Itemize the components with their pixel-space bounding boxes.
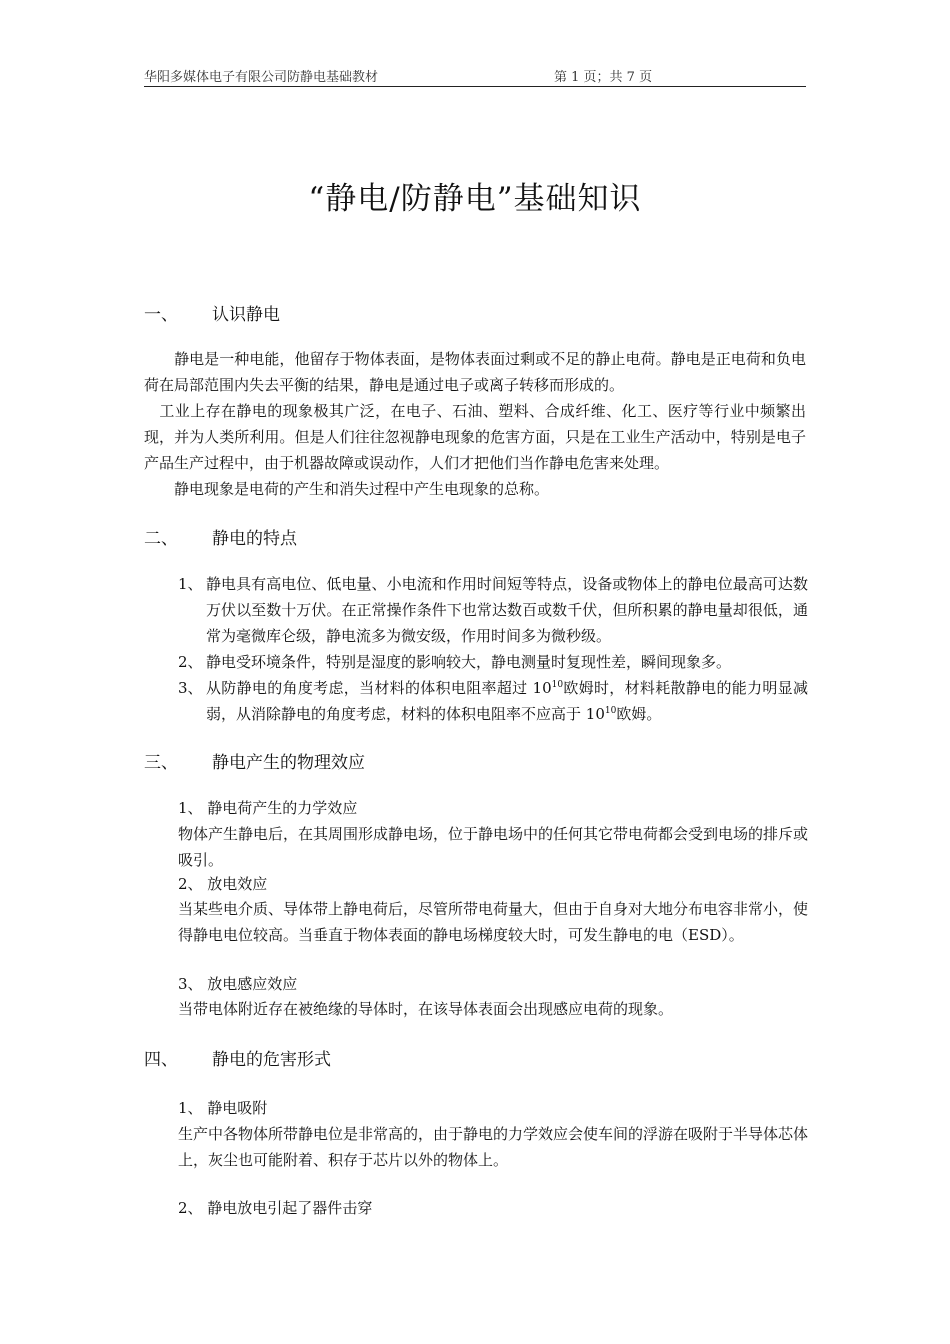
subheading: 2、 放电效应	[178, 875, 268, 893]
list-item	[178, 649, 808, 675]
page-header	[144, 64, 806, 87]
list-item-number: 1、	[178, 575, 203, 593]
list-item-text: 静电具有高电位、低电量、小电流和作用时间短等特点，设备或物体上的静电位最高可达数万伏以至数十万伏。在正常操作条件下也常达数百或数千伏，但所积累的静电量却很低，通常为毫微库仑级，静电流多为微安级，作用时间多为微秒级。	[206, 575, 808, 645]
section-title: 静电的特点	[212, 529, 297, 549]
list-item	[178, 571, 808, 649]
exponent: 10	[604, 706, 617, 716]
header-page-number: 第 1 页；共 7 页	[554, 70, 653, 85]
paragraph: 静电现象是电荷的产生和消失过程中产生电现象的总称。	[144, 480, 550, 498]
paragraph: 当带电体附近存在被绝缘的导体时，在该导体表面会出现感应电荷的现象。	[178, 1000, 674, 1018]
section-title: 认识静电	[212, 305, 280, 325]
section-number: 三、	[144, 753, 178, 773]
section-title: 静电产生的物理效应	[212, 753, 365, 773]
section-number: 四、	[144, 1050, 178, 1070]
subheading: 2、 静电放电引起了器件击穿	[178, 1199, 373, 1217]
section-heading-4	[144, 1045, 331, 1070]
header-document-name: 华阳多媒体电子有限公司防静电基础教材	[144, 70, 379, 85]
paragraph: 生产中各物体所带静电位是非常高的，由于静电的力学效应会使车间的浮游在吸附于半导体芯体上，灰尘也可能附着、积存于芯片以外的物体上。	[178, 1125, 809, 1169]
section-number: 二、	[144, 529, 178, 549]
paragraph: 物体产生静电后，在其周围形成静电场，位于静电场中的任何其它带电荷都会受到电场的排斥或吸引。	[178, 825, 809, 869]
paragraph: 工业上存在静电的现象极其广泛，在电子、石油、塑料、合成纤维、化工、医疗等行业中频繁出现，并为人类所利用。但是人们往往忽视静电现象的危害方面，只是在工业生产活动中，特别是电子产品生产过程中，由于机器故障或误动作，人们才把他们当作静电危害来处理。	[144, 402, 806, 472]
list-item-text: 静电受环境条件，特别是湿度的影响较大，静电测量时复现性差，瞬间现象多。	[206, 653, 732, 671]
section-title: 静电的危害形式	[212, 1050, 331, 1070]
exponent: 10	[551, 680, 564, 690]
list-item	[178, 675, 808, 727]
section-heading-2	[144, 524, 297, 549]
section-number: 一、	[144, 305, 178, 325]
list-item-number: 2、	[178, 653, 203, 671]
paragraph: 当某些电介质、导体带上静电荷后，尽管所带电荷量大，但由于自身对大地分布电容非常小，使得静电电位较高。当垂直于物体表面的静电场梯度较大时，可发生静电的电（ESD）。	[178, 900, 809, 944]
section-heading-1	[144, 300, 280, 325]
section-heading-3	[144, 748, 365, 773]
document-title: “静电/防静电”基础知识	[308, 181, 642, 217]
paragraph: 静电是一种电能，他留存于物体表面，是物体表面过剩或不足的静止电荷。静电是正电荷和负电荷在局部范围内失去平衡的结果，静电是通过电子或离子转移而形成的。	[144, 350, 806, 394]
list-item-text: 从防静电的角度考虑，当材料的体积电阻率超过 $10^{10}$欧姆时，材料耗散静电的能力明显减弱，从消除静电的角度考虑，材料的体积电阻率不应高于 $10^{10}$欧姆。	[206, 679, 808, 723]
subheading: 3、 放电感应效应	[178, 975, 298, 993]
subheading: 1、 静电荷产生的力学效应	[178, 799, 358, 817]
list-item-number: 3、	[178, 679, 203, 697]
subheading: 1、 静电吸附	[178, 1099, 268, 1117]
